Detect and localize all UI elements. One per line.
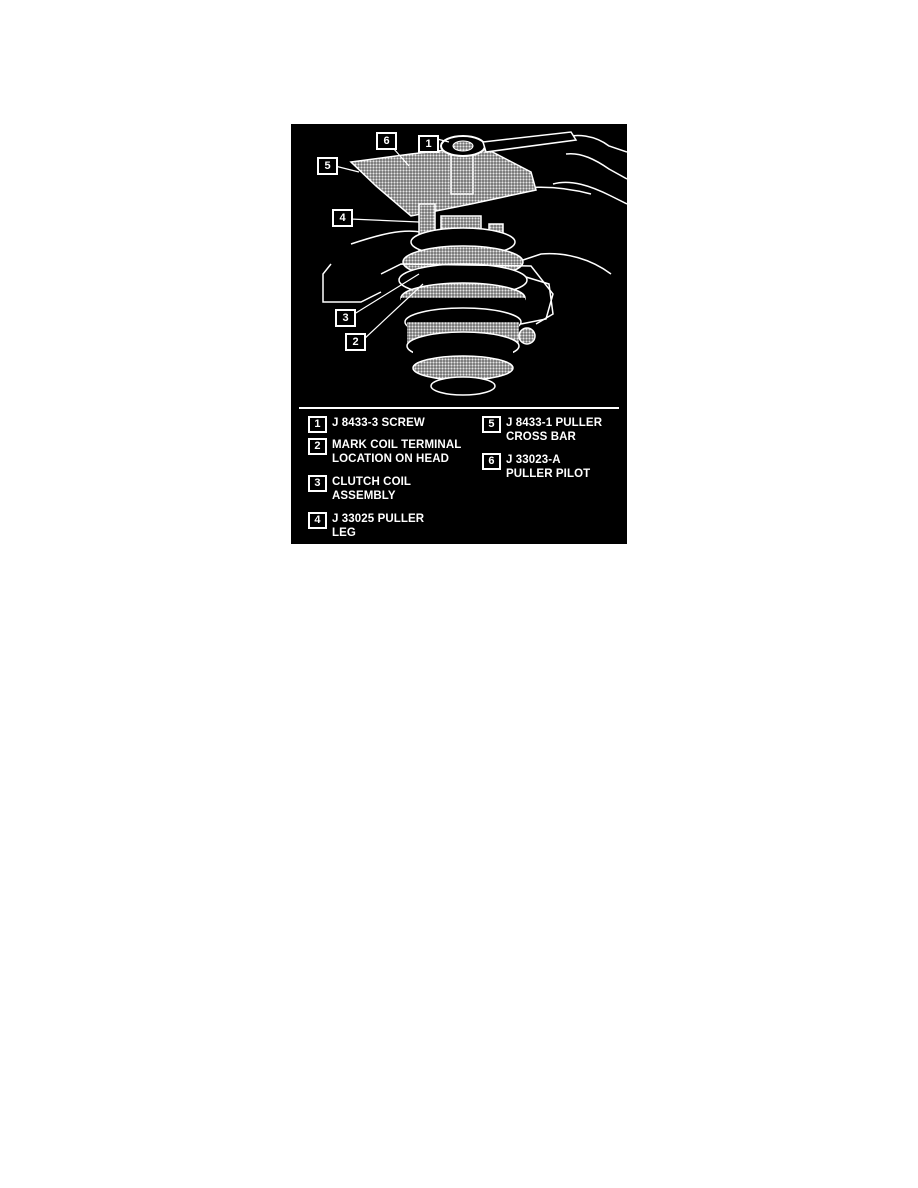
legend-number: 6 bbox=[482, 453, 501, 470]
legend-label: J 33023-A PULLER PILOT bbox=[506, 454, 591, 480]
legend-number: 4 bbox=[308, 512, 327, 529]
callout-3: 3 bbox=[335, 309, 356, 327]
callout-5: 5 bbox=[317, 157, 338, 175]
legend-number: 1 bbox=[308, 416, 327, 433]
legend-label: MARK COIL TERMINAL LOCATION ON HEAD bbox=[332, 439, 462, 465]
legend-label: J 8433-1 PULLER CROSS BAR bbox=[506, 417, 603, 443]
bolt bbox=[519, 328, 535, 344]
legend-number: 2 bbox=[308, 438, 327, 455]
legend-number: 3 bbox=[308, 475, 327, 492]
compressor-body bbox=[399, 228, 527, 395]
diagram-figure bbox=[291, 124, 627, 544]
callout-2: 2 bbox=[345, 333, 366, 351]
callout-6: 6 bbox=[376, 132, 397, 150]
legend-label: J 8433-3 SCREW bbox=[332, 417, 425, 429]
legend-label: J 33025 PULLER LEG bbox=[332, 513, 425, 539]
callout-4: 4 bbox=[332, 209, 353, 227]
callout-1: 1 bbox=[418, 135, 439, 153]
clutch-coil-removal-illustration bbox=[291, 124, 627, 408]
legend-divider bbox=[299, 407, 619, 409]
wrench-handle bbox=[483, 132, 576, 152]
puller-cross-bar bbox=[351, 146, 536, 216]
legend-number: 5 bbox=[482, 416, 501, 433]
legend-label: CLUTCH COIL ASSEMBLY bbox=[332, 476, 412, 502]
